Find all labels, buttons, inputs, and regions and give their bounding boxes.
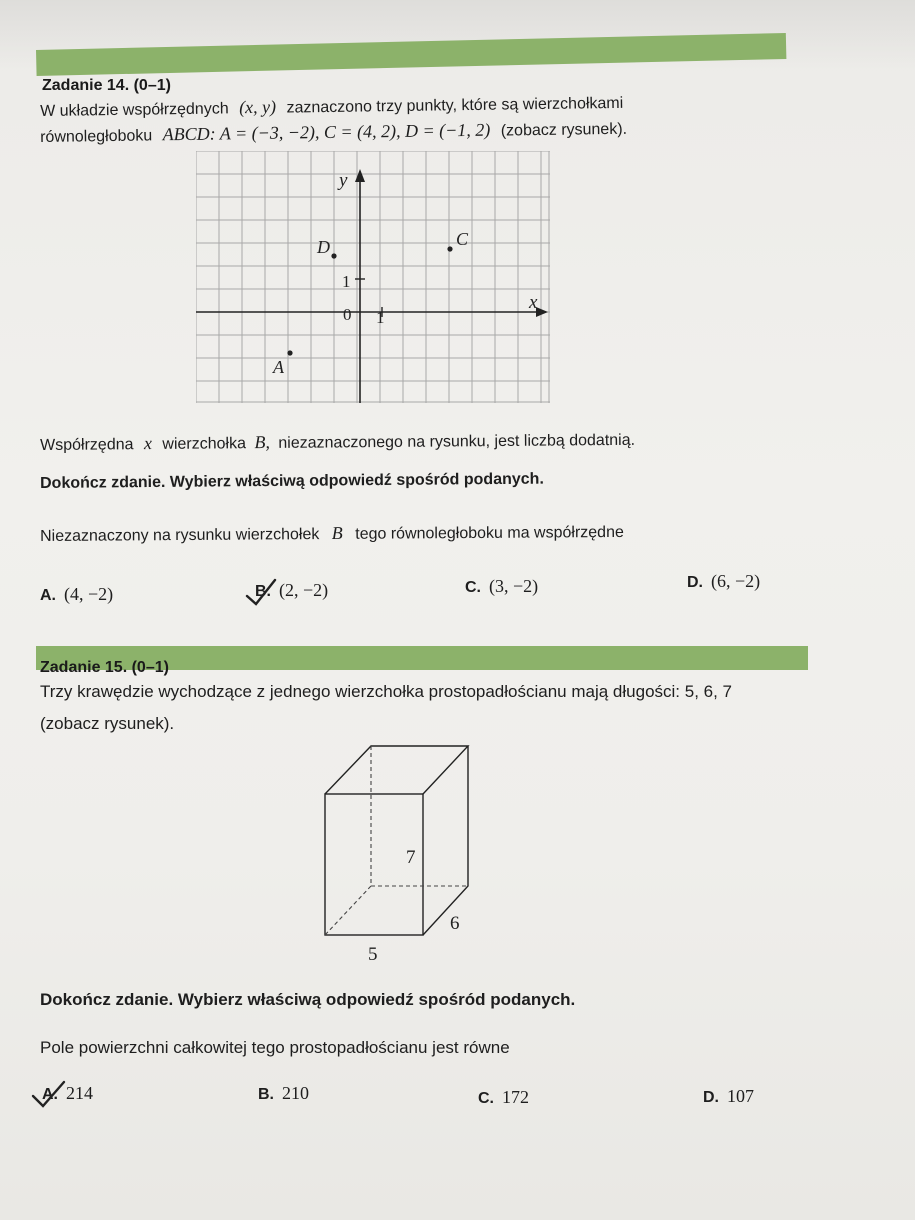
task15-option-b[interactable] [258, 1083, 309, 1104]
x-unit-label: 1 [376, 308, 385, 327]
task14-question-B: B [331, 522, 343, 543]
grid-lines [196, 151, 550, 403]
task14-line1-text-a: W układzie współrzędnych [40, 100, 229, 120]
task14-line2 [40, 118, 627, 147]
point-D [331, 253, 336, 258]
task14-instruction: Dokończ zdanie. Wybierz właściwą odpowiedź spośród podanych. [40, 470, 544, 492]
option-value: 172 [502, 1087, 529, 1107]
option-label: C. [465, 579, 481, 596]
cuboid-height-label: 7 [406, 847, 416, 868]
option-label: B. [255, 583, 271, 600]
task14-statement [40, 429, 635, 455]
task14-line1-text-b: zaznaczono trzy punkty, które są wierzchołkami [286, 94, 624, 117]
checkmark-b-icon [244, 578, 278, 608]
task14-statement-text-c: niezaznaczonego na rysunku, jest liczbą dodatnią. [278, 431, 636, 452]
option-value: 107 [727, 1086, 754, 1106]
cuboid-top-edges [325, 746, 468, 794]
x-axis-arrow [536, 307, 548, 317]
option-label: A. [42, 1086, 58, 1103]
option-value: 210 [282, 1083, 309, 1103]
point-C [447, 246, 452, 251]
option-value: (6, −2) [711, 571, 761, 591]
task14-option-d[interactable] [687, 571, 760, 592]
option-label: B. [258, 1086, 274, 1103]
origin-label: 0 [343, 305, 352, 324]
option-value: (2, −2) [279, 580, 329, 600]
task14-line2-text-b: (zobacz rysunek). [500, 120, 628, 140]
cuboid-depth-label: 6 [450, 913, 460, 934]
task15-header: Zadanie 15. (0–1) [40, 659, 169, 676]
task15-instruction: Dokończ zdanie. Wybierz właściwą odpowiedź spośród podanych. [40, 990, 576, 1009]
task14-line1 [40, 92, 623, 121]
checkmark-a-icon [30, 1078, 68, 1110]
task15-line1: Trzy krawędzie wychodzące z jednego wierzchołka prostopadłościanu mają długości: 5, 6, 7 [40, 682, 733, 701]
task14-line2-text-a: równoległoboku [40, 127, 153, 146]
task14-statement-text-a: Współrzędna [40, 436, 134, 454]
coordinate-grid-figure [196, 151, 550, 403]
option-value: 214 [66, 1083, 93, 1103]
cuboid-figure [318, 742, 488, 968]
y-unit-label: 1 [342, 272, 351, 291]
task14-question-text-b: tego równoległoboku ma współrzędne [355, 523, 624, 543]
cuboid-width-label: 5 [368, 944, 378, 965]
task14-statement-text-b: wierzchołka [162, 435, 247, 453]
task14-line1-xy: (x, y) [238, 96, 277, 118]
point-A-label: A [273, 357, 284, 377]
option-label: D. [703, 1089, 719, 1106]
task15-option-c[interactable] [478, 1087, 529, 1108]
point-C-label: C [456, 229, 469, 249]
task14-statement-x: x [143, 433, 152, 454]
task15-question: Pole powierzchni całkowitej tego prostopadłościanu jest równe [40, 1038, 510, 1057]
task15-line2: (zobacz rysunek). [40, 714, 175, 733]
option-value: (3, −2) [489, 576, 539, 596]
task15-option-d[interactable] [703, 1086, 754, 1107]
task14-option-a[interactable] [40, 584, 113, 605]
task14-line2-math: ABCD: A = (−3, −2), C = (4, 2), D = (−1, 2) [162, 119, 491, 145]
cuboid-hidden-diagonal [325, 886, 371, 935]
task14-statement-B: B, [254, 431, 270, 453]
option-label: C. [478, 1090, 494, 1107]
cuboid-right-edges [423, 746, 468, 935]
x-axis-label: x [529, 292, 538, 313]
option-label: D. [687, 574, 703, 591]
task14-question-text-a: Niezaznaczony na rysunku wierzchołek [40, 526, 320, 545]
y-axis-label: y [339, 170, 348, 191]
option-label: A. [40, 587, 56, 604]
task14-header: Zadanie 14. (0–1) [42, 77, 171, 94]
point-A [287, 350, 292, 355]
task14-question [40, 521, 624, 546]
point-D-label: D [317, 237, 330, 257]
option-value: (4, −2) [64, 584, 114, 604]
task14-option-c[interactable] [465, 576, 538, 597]
